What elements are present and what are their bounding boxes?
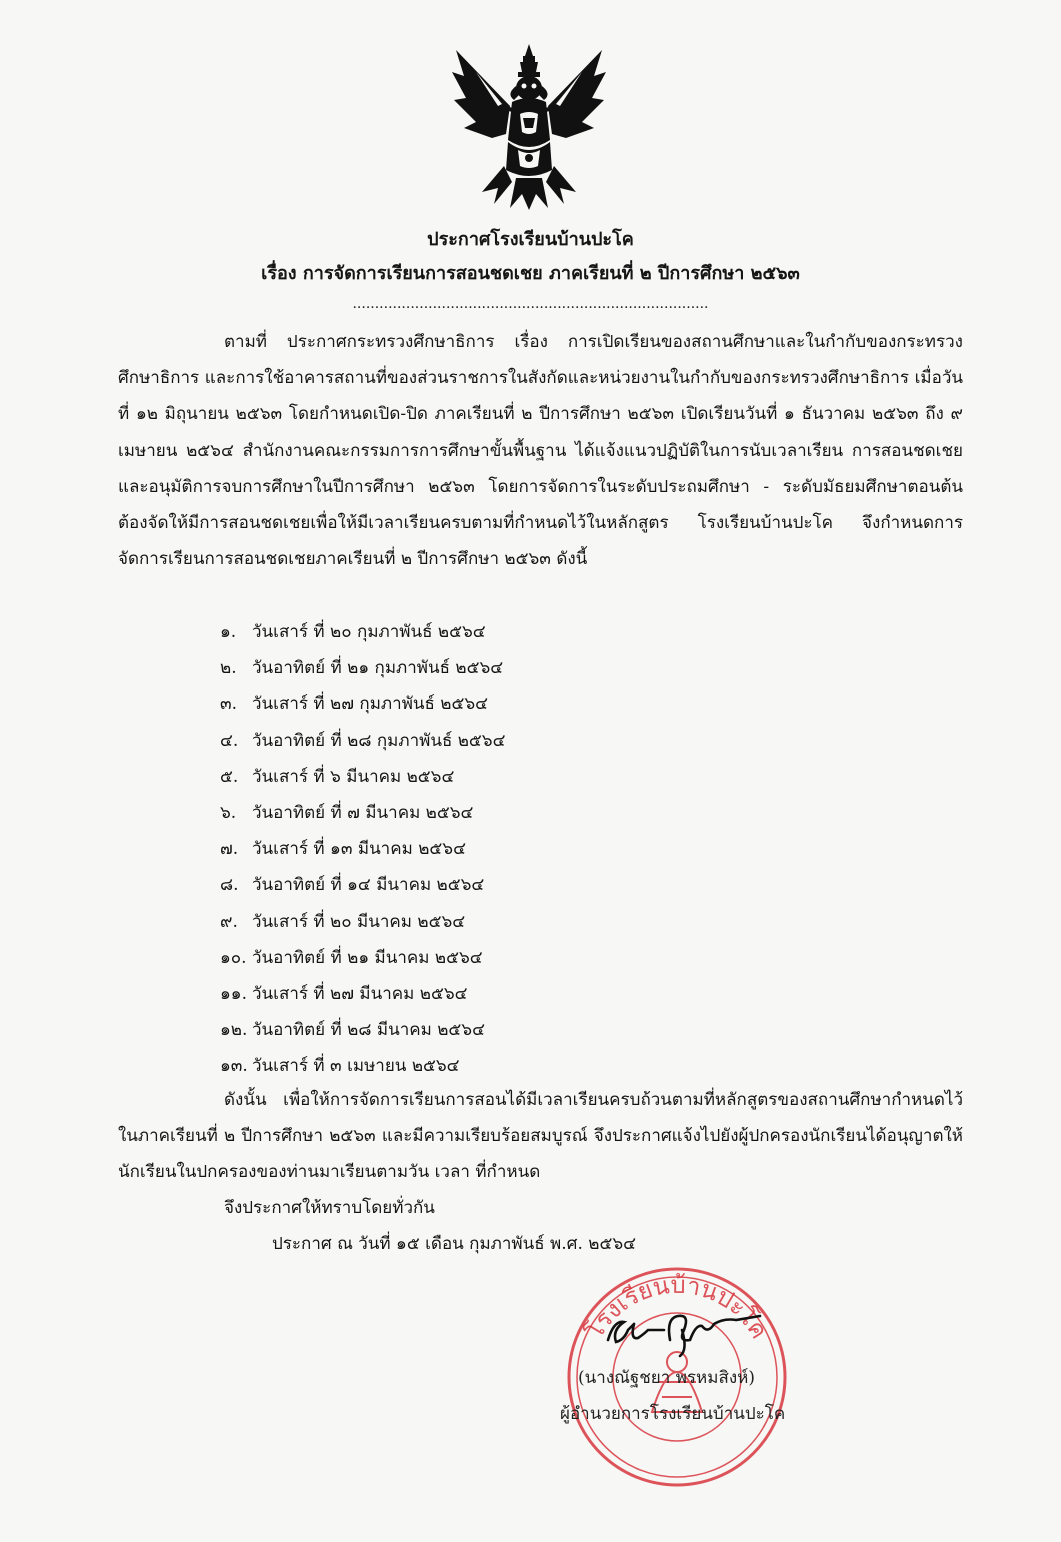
stamp-text: โรงเรียนบ้านปะโค xyxy=(580,1270,774,1344)
date-list-item xyxy=(220,940,505,976)
signatory-position: ผู้อำนวยการโรงเรียนบ้านปะโค xyxy=(560,1404,786,1424)
date-list-item xyxy=(220,1012,505,1048)
closing-statement: จึงประกาศให้ทราบโดยทั่วกัน xyxy=(224,1198,435,1218)
date-item-number: ๑๐. xyxy=(220,947,247,968)
intro-paragraph: ตามที่ ประกาศกระทรวงศึกษาธิการ เรื่อง การเปิดเรียนของสถานศึกษาและในกำกับของกระทรวงศึกษาธิการ และการใช้อาคารสถานที่ของส่วนราชการในสังกัดและหน่วยงานในกำกับของกระทรวงศึกษาธิการ เมื่อวันที่ ๑๒ มิถุนายน ๒๕๖๓ โดยกำหนดเปิด-ปิด ภาคเรียนที่ ๒ ปีการศึกษา ๒๕๖๓ เปิดเรียนวันที่ ๑ ธันวาคม ๒๕๖๓ ถึง ๙ เมษายน ๒๕๖๔ สำนักงานคณะกรรมการการศึกษาขั้นพื้นฐาน ได้แจ้งแนวปฏิบัติในการนับเวลาเรียน การสอนชดเชยและอนุมัติการจบการศึกษาในปีการศึกษา ๒๕๖๓ โดยการจัดการในระดับประถมศึกษา - ระดับมัธยมศึกษาตอนต้น ต้องจัดให้มีการสอนชดเชยเพื่อให้มีเวลาเรียนครบตามที่กำหนดไว้ในหลักสูตร โรงเรียนบ้านปะโค จึงกำหนดการจัดการเรียนการสอนชดเชยภาคเรียนที่ ๒ ปีการศึกษา ๒๕๖๓ ดังนี้ xyxy=(118,332,963,570)
date-list-item xyxy=(220,650,505,686)
date-list-item xyxy=(220,1048,505,1084)
date-item-number: ๔. xyxy=(220,730,239,751)
date-item-number: ๑๑. xyxy=(220,983,247,1004)
date-item-number: ๗. xyxy=(220,839,239,860)
date-item-text: วันอาทิตย์ ที่ ๒๘ มีนาคม ๒๕๖๔ xyxy=(252,1020,485,1041)
date-list-item xyxy=(220,723,505,759)
handwritten-signature xyxy=(604,1300,764,1360)
date-item-text: วันเสาร์ ที่ ๒๐ กุมภาพันธ์ ๒๕๖๔ xyxy=(252,622,486,642)
signatory-name: (นางณัฐชยา พรหมสิงห์) xyxy=(578,1368,755,1388)
date-item-number: ๑๓. xyxy=(220,1056,248,1077)
makeup-dates-list xyxy=(220,614,505,1084)
date-item-text: วันอาทิตย์ ที่ ๗ มีนาคม ๒๕๖๔ xyxy=(252,802,474,823)
announcement-title: ประกาศโรงเรียนบ้านปะโค xyxy=(427,229,634,250)
conclusion-paragraph: ดังนั้น เพื่อให้การจัดการเรียนการสอนได้มีเวลาเรียนครบถ้วนตามที่หลักสูตรของสถานศึกษากำหนดไว้ ในภาคเรียนที่ ๒ ปีการศึกษา ๒๕๖๓ และมีความเรียบร้อยสมบูรณ์ จึงประกาศแจ้งไปยังผู้ปกครองนักเรียนได้อนุญาตให้นักเรียนในปกครองของท่านมาเรียนตามวัน เวลา ที่กำหนด xyxy=(118,1090,963,1183)
date-list-item xyxy=(220,759,505,795)
date-item-text: วันอาทิตย์ ที่ ๒๘ กุมภาพันธ์ ๒๕๖๔ xyxy=(252,730,506,751)
date-item-text: วันเสาร์ ที่ ๓ เมษายน ๒๕๖๔ xyxy=(252,1056,460,1077)
divider: ................................................................................ xyxy=(352,296,709,312)
date-item-number: ๙. xyxy=(220,911,238,932)
date-item-text: วันอาทิตย์ ที่ ๑๔ มีนาคม ๒๕๖๔ xyxy=(252,875,485,896)
date-item-text: วันเสาร์ ที่ ๖ มีนาคม ๒๕๖๔ xyxy=(252,766,455,787)
date-item-number: ๖. xyxy=(220,802,237,823)
announcement-subject: เรื่อง การจัดการเรียนการสอนชดเชย ภาคเรียนที่ ๒ ปีการศึกษา ๒๕๖๓ xyxy=(261,263,800,284)
date-item-number: ๒. xyxy=(220,658,237,679)
date-item-number: ๓. xyxy=(220,694,238,715)
date-item-number: ๘. xyxy=(220,875,239,896)
date-list-item xyxy=(220,795,505,831)
date-item-text: วันเสาร์ ที่ ๒๐ มีนาคม ๒๕๖๔ xyxy=(252,911,466,932)
date-list-item xyxy=(220,976,505,1012)
date-item-text: วันอาทิตย์ ที่ ๒๑ กุมภาพันธ์ ๒๕๖๔ xyxy=(252,658,504,679)
date-list-item xyxy=(220,614,505,650)
date-item-text: วันเสาร์ ที่ ๒๗ มีนาคม ๒๕๖๔ xyxy=(252,983,468,1004)
date-list-item xyxy=(220,867,505,903)
date-item-text: วันเสาร์ ที่ ๒๗ กุมภาพันธ์ ๒๕๖๔ xyxy=(252,694,489,715)
date-item-number: ๑. xyxy=(220,622,237,642)
date-list-item xyxy=(220,686,505,722)
announcement-date: ประกาศ ณ วันที่ ๑๕ เดือน กุมภาพันธ์ พ.ศ. ๒๕๖๔ xyxy=(272,1234,636,1254)
date-item-number: ๕. xyxy=(220,766,239,787)
garuda-emblem-icon xyxy=(446,42,612,210)
date-item-number: ๑๒. xyxy=(220,1020,248,1041)
date-list-item xyxy=(220,904,505,940)
date-item-text: วันเสาร์ ที่ ๑๓ มีนาคม ๒๕๖๔ xyxy=(252,839,466,860)
date-list-item xyxy=(220,831,505,867)
date-item-text: วันอาทิตย์ ที่ ๒๑ มีนาคม ๒๕๖๔ xyxy=(252,947,483,968)
